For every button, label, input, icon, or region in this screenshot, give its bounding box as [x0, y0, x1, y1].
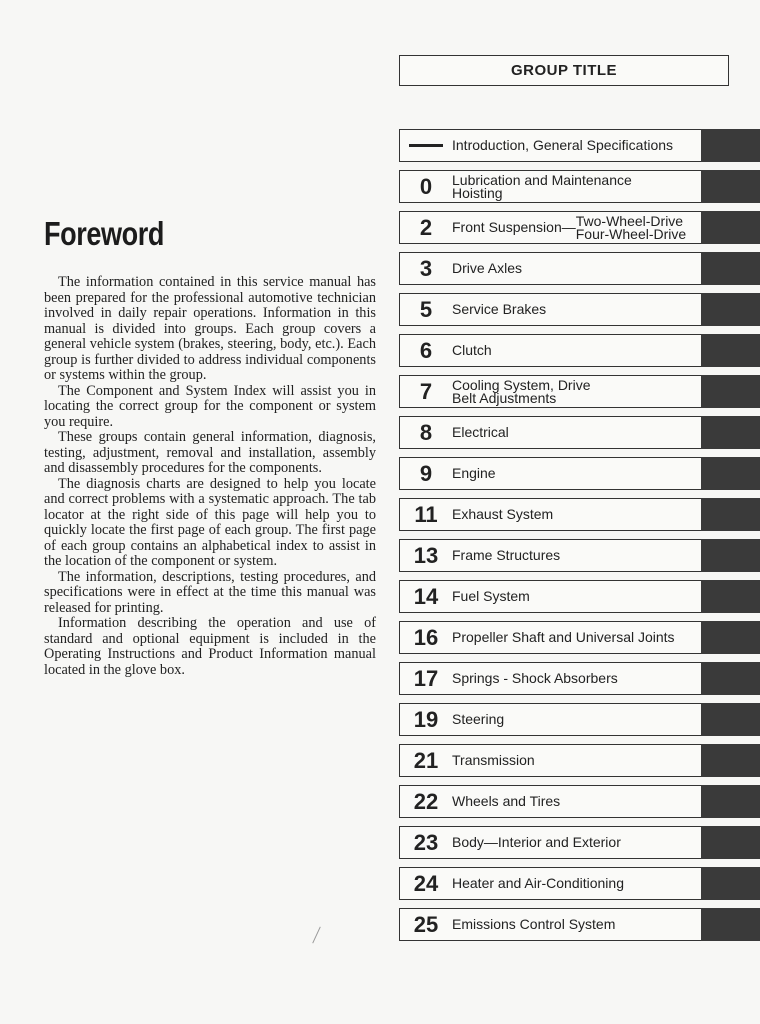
group-number: 17	[413, 665, 439, 691]
tab-marker	[701, 375, 760, 408]
group-tab-locator	[399, 55, 760, 937]
tab-label: Emissions Control System	[452, 916, 616, 932]
tab-label: Heater and Air-Conditioning	[452, 875, 624, 891]
group-number: 6	[419, 337, 433, 363]
tab-group-0[interactable]	[399, 170, 760, 203]
tab-box	[399, 375, 701, 408]
foreword-title: Foreword	[44, 215, 165, 252]
tab-group-6[interactable]	[399, 334, 760, 367]
group-number: 23	[413, 829, 439, 855]
tab-label	[452, 212, 687, 242]
tab-group-22[interactable]	[399, 785, 760, 818]
tab-box	[399, 334, 701, 367]
tab-group-11[interactable]	[399, 498, 760, 531]
tab-marker	[701, 744, 760, 777]
tab-group-2[interactable]	[399, 211, 760, 244]
tab-group-14[interactable]	[399, 580, 760, 613]
tab-group-16[interactable]	[399, 621, 760, 654]
group-number: 19	[413, 706, 439, 732]
group-number: 21	[413, 747, 439, 773]
group-title-header: GROUP TITLE	[399, 55, 729, 86]
group-number: 22	[413, 788, 439, 814]
tab-introduction[interactable]	[399, 129, 760, 162]
tab-group-9[interactable]	[399, 457, 760, 490]
tab-box	[399, 416, 701, 449]
tab-box	[399, 908, 701, 941]
tab-label: Electrical	[452, 424, 509, 440]
tab-group-21[interactable]	[399, 744, 760, 777]
tab-marker	[701, 129, 760, 162]
tab-box	[399, 580, 701, 613]
tab-label: Propeller Shaft and Universal Joints	[452, 629, 675, 645]
tab-marker	[701, 785, 760, 818]
group-number: 11	[414, 501, 438, 527]
foreword-paragraph: The diagnosis charts are designed to help you locate and correct problems with a systematic approach. The tab locator at the right side of this page will help you to quickly locate the first page of each group. The first page of each group contains an alphabetical index to assist in the location of the component or system.	[44, 475, 376, 569]
tab-label: Steering	[452, 711, 505, 727]
tab-marker	[701, 539, 760, 572]
group-number: 14	[413, 583, 439, 609]
tab-label-line: Lubrication and Maintenance	[452, 171, 632, 188]
group-number: 7	[419, 378, 433, 404]
tab-marker	[701, 867, 760, 900]
group-number: 24	[413, 870, 439, 896]
tab-label: Body—Interior and Exterior	[452, 834, 621, 850]
group-number: 0	[419, 173, 433, 199]
group-number: 25	[413, 911, 439, 937]
tab-box	[399, 457, 701, 490]
tab-marker	[701, 293, 760, 326]
tab-label: Service Brakes	[452, 301, 547, 317]
tab-label-line: Hoisting	[452, 184, 503, 201]
tab-label-sub	[575, 212, 687, 242]
tab-box	[399, 211, 701, 244]
tab-label: Introduction, General Specifications	[452, 137, 674, 153]
tab-label: Frame Structures	[452, 547, 561, 563]
tab-marker	[701, 580, 760, 613]
tab-box	[399, 498, 701, 531]
tab-box	[399, 621, 701, 654]
tab-box	[399, 703, 701, 736]
tab-box	[399, 170, 701, 203]
tab-box	[399, 129, 701, 162]
group-number: 16	[413, 624, 439, 650]
tab-label-line: Cooling System, Drive	[452, 376, 591, 393]
tab-marker	[701, 211, 760, 244]
tab-marker	[701, 498, 760, 531]
foreword-paragraph: The Component and System Index will assist you in locating the correct group for the component or system you require.	[44, 382, 376, 430]
tab-box	[399, 293, 701, 326]
tab-marker	[701, 170, 760, 203]
tab-group-7[interactable]	[399, 375, 760, 408]
tab-group-5[interactable]	[399, 293, 760, 326]
tab-box	[399, 662, 701, 695]
tab-marker	[701, 416, 760, 449]
foreword-section	[44, 215, 376, 678]
foreword-paragraph: These groups contain general information, diagnosis, testing, adjustment, removal and installation, assembly and disassembly procedures for the components.	[44, 429, 376, 476]
group-number: 3	[419, 255, 433, 281]
foreword-paragraph: The information contained in this service manual has been prepared for the professional automotive technician involved in daily repair operations. Information in this manual is divided into groups. Each group covers a general vehicle system (brakes, steering, body, etc.). Each group is further divided to address individual components or systems within the group.	[44, 274, 376, 383]
tab-marker	[701, 457, 760, 490]
group-number: 5	[419, 296, 433, 322]
tab-label: Drive Axles	[452, 260, 523, 276]
tab-label: Springs - Shock Absorbers	[452, 670, 618, 686]
tab-label-line: Four-Wheel-Drive	[575, 225, 687, 242]
tab-label: Clutch	[452, 342, 492, 358]
tab-group-19[interactable]	[399, 703, 760, 736]
tab-label-main: Front Suspension—	[452, 219, 576, 235]
tab-marker	[701, 908, 760, 941]
foreword-paragraph: Information describing the operation and use of standard and optional equipment is included in the Operating Instructions and Product Information manual located in the glove box.	[44, 615, 376, 678]
dash-icon	[400, 144, 452, 147]
tab-label: Exhaust System	[452, 506, 554, 522]
foreword-paragraph: The information, descriptions, testing procedures, and specifications were in effect at the time this manual was released for printing.	[44, 568, 376, 616]
tab-marker	[701, 826, 760, 859]
tab-label: Wheels and Tires	[452, 793, 561, 809]
tab-label: Fuel System	[452, 588, 530, 604]
group-number: 13	[413, 542, 439, 568]
tab-label-line: Belt Adjustments	[452, 389, 557, 406]
stray-mark	[312, 927, 321, 944]
tab-group-24[interactable]	[399, 867, 760, 900]
tab-box	[399, 539, 701, 572]
tab-box	[399, 867, 701, 900]
tab-label	[452, 171, 632, 201]
tab-marker	[701, 252, 760, 285]
tab-marker	[701, 662, 760, 695]
tab-label: Engine	[452, 465, 496, 481]
tab-group-23[interactable]	[399, 826, 760, 859]
tab-box	[399, 785, 701, 818]
tab-box	[399, 252, 701, 285]
tab-marker	[701, 621, 760, 654]
tab-group-3[interactable]	[399, 252, 760, 285]
group-number: 2	[419, 214, 433, 240]
tab-label-line: Two-Wheel-Drive	[575, 212, 684, 229]
tab-group-17[interactable]	[399, 662, 760, 695]
tab-label: Transmission	[452, 752, 535, 768]
tab-label	[452, 376, 591, 406]
tab-marker	[701, 334, 760, 367]
group-number: 9	[419, 460, 433, 486]
tab-group-13[interactable]	[399, 539, 760, 572]
tab-box	[399, 744, 701, 777]
tab-box	[399, 826, 701, 859]
group-number: 8	[419, 419, 433, 445]
tab-group-8[interactable]	[399, 416, 760, 449]
tab-group-25[interactable]	[399, 908, 760, 941]
tab-marker	[701, 703, 760, 736]
